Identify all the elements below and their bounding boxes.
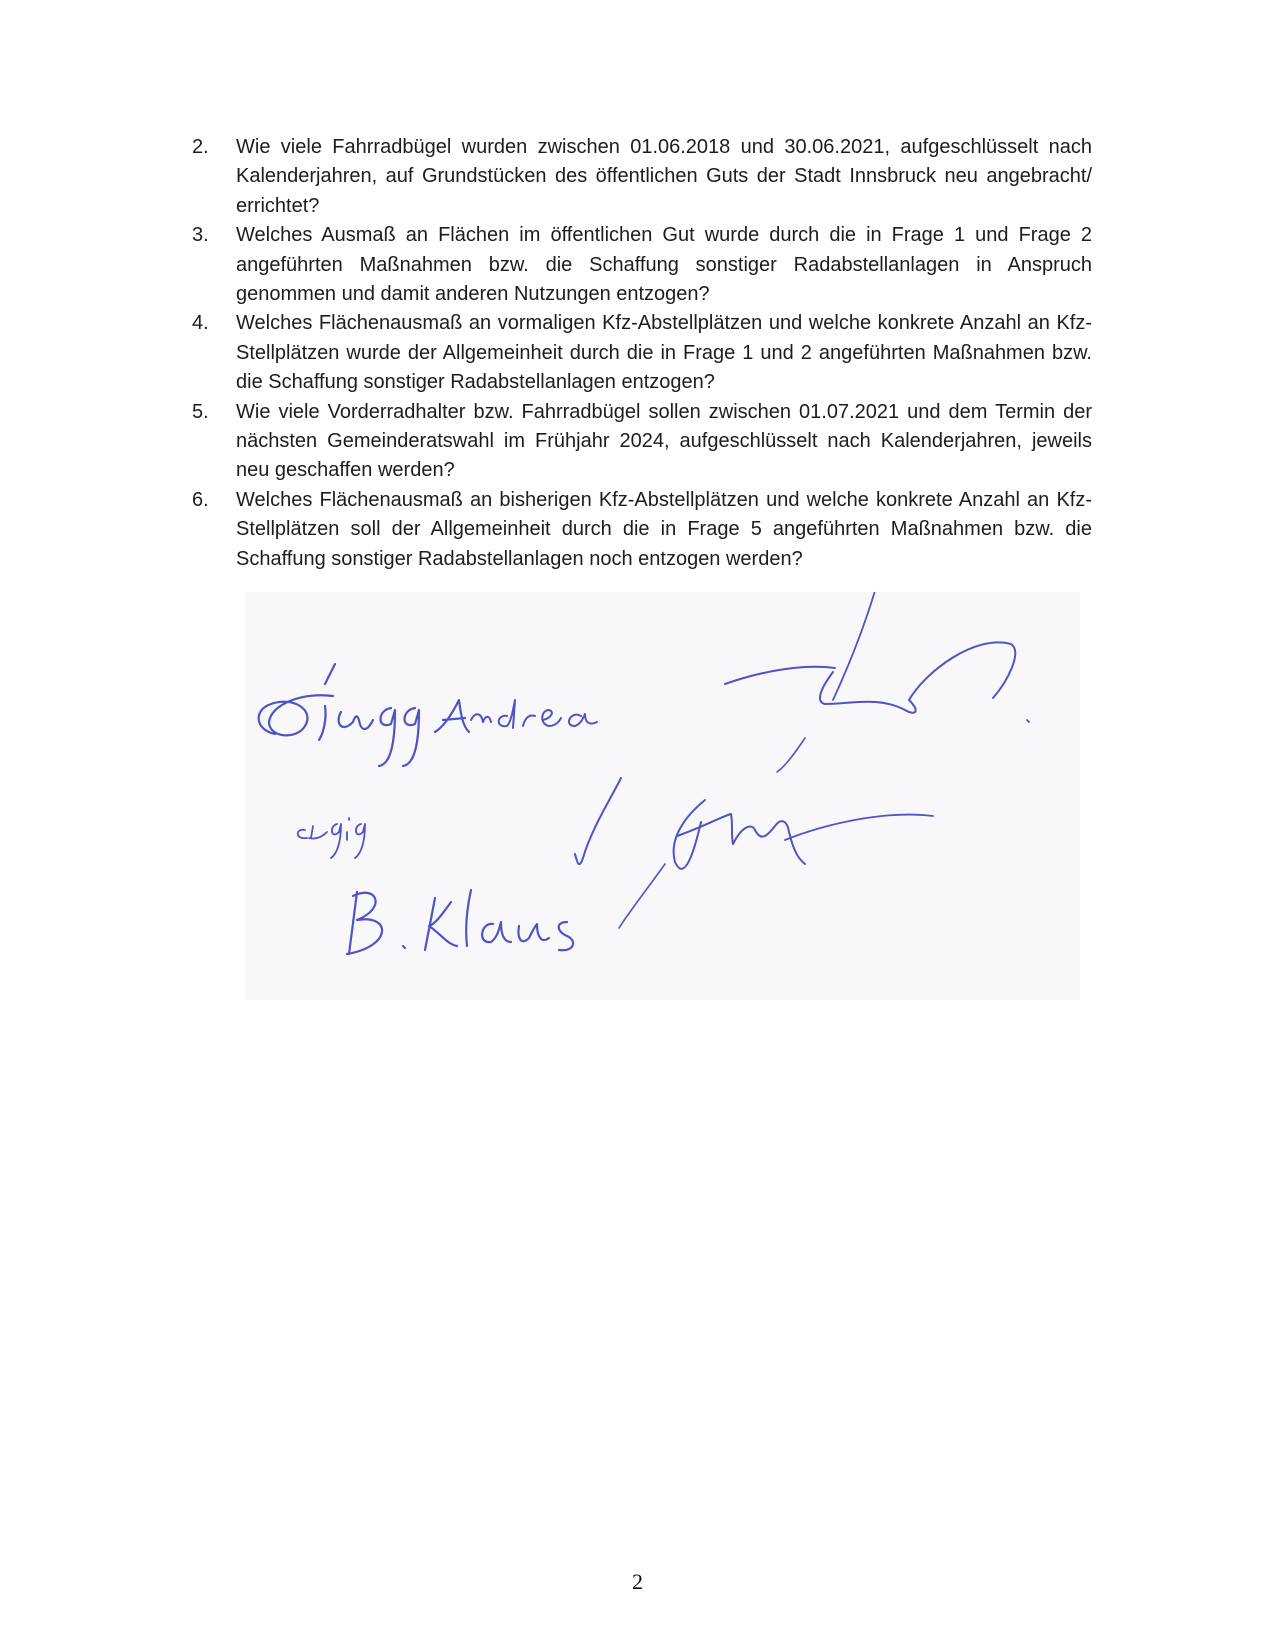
question-item bbox=[192, 133, 1092, 221]
signature-scrawl-bottom-right bbox=[575, 778, 933, 928]
signature-flourish-top-right bbox=[725, 592, 1029, 772]
question-text: Welches Flächenausmaß an bisherigen Kfz-Abstellplätzen und welche konkrete Anzahl an Kfz-Stellplätzen soll der Allgemeinheit durch die in Frage 5 angeführten Maßnahmen bzw. die Schaffung sonstiger Radabstellanlagen noch entzogen werden? bbox=[236, 488, 1092, 570]
question-item bbox=[192, 398, 1092, 486]
question-item bbox=[192, 486, 1092, 574]
question-number: 4. bbox=[192, 312, 209, 335]
question-number: 2. bbox=[192, 136, 209, 158]
question-item bbox=[192, 221, 1092, 309]
signature-b-klaus bbox=[347, 890, 573, 954]
handwritten-signatures bbox=[245, 592, 1080, 1000]
page-number: 2 bbox=[632, 1569, 643, 1594]
signature-block bbox=[245, 592, 1080, 1000]
question-text: Wie viele Vorderradhalter bzw. Fahrradbügel sollen zwischen 01.07.2021 und dem Termin der nächsten Gemeinderatswahl im Frühjahr 2024, aufgeschlüsselt nach Kalenderjahren, jeweils neu geschaffen werden? bbox=[236, 400, 1092, 482]
question-list bbox=[192, 133, 1092, 574]
signature-haagg-andrea bbox=[259, 664, 597, 766]
question-item bbox=[192, 309, 1092, 397]
question-number: 3. bbox=[192, 224, 209, 247]
question-number: 5. bbox=[192, 400, 209, 423]
question-text: Welches Flächenausmaß an vormaligen Kfz-Abstellplätzen und welche konkrete Anzahl an Kfz-Stellplätzen wurde der Allgemeinheit durch die in Frage 1 und 2 angeführten Maßnahmen bzw. die Schaffung sonstiger Radabstellanlagen entzogen? bbox=[236, 312, 1092, 394]
question-text: Welches Ausmaß an Flächen im öffentlichen Gut wurde durch die in Frage 1 und Frage 2 angeführten Maßnahmen bzw. die Schaffung sonstiger Radabstellanlagen in Anspruch genommen und damit anderen Nutzungen entzogen? bbox=[236, 224, 1092, 306]
question-text: Wie viele Fahrradbügel wurden zwischen 01.06.2018 und 30.06.2021, aufgeschlüsselt nach Kalenderjahren, auf Grundstücken des öffentlichen Guts der Stadt Innsbruck neu angebracht/ errichtet? bbox=[236, 136, 1092, 217]
signature-initials bbox=[298, 818, 365, 858]
question-number: 6. bbox=[192, 488, 209, 511]
